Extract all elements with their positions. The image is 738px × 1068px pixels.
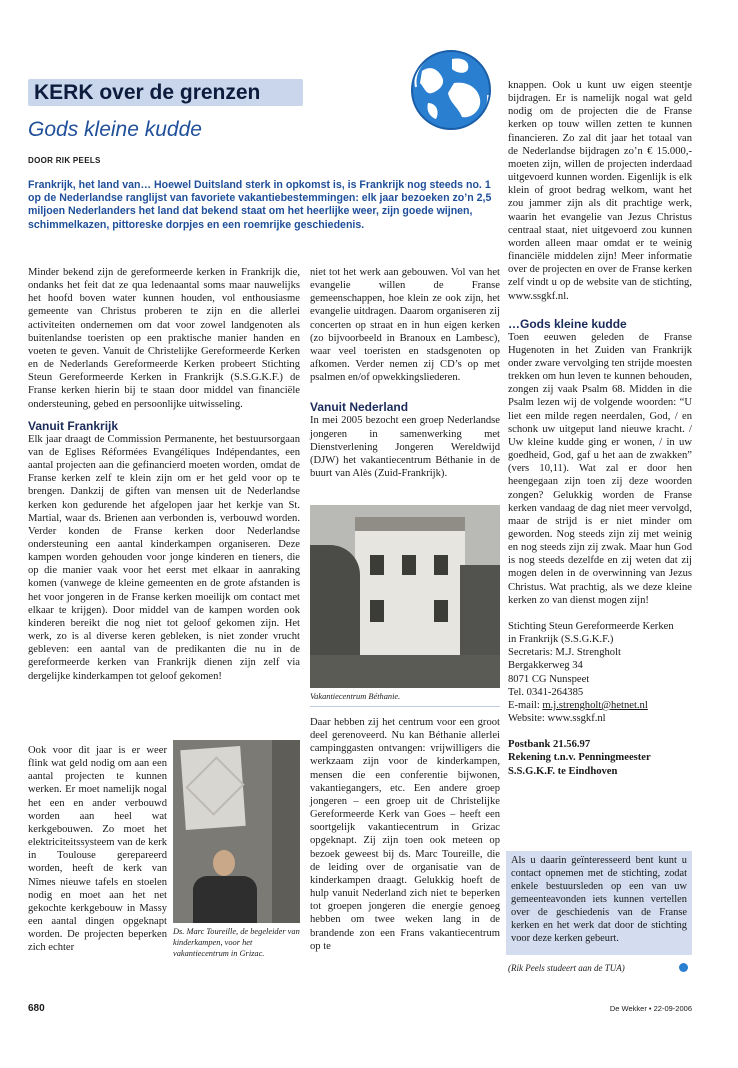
col2-paragraph-2: In mei 2005 bezocht een groep Nederlandse jongeren in samenwerking met Dienstverlening Jongeren Wereldwijd (DJW) het vakantiecentrum Béthanie in de buurt van Alès (Zuid-Frankrijk). — [310, 415, 500, 480]
col2-paragraph-3: Daar hebben zij het centrum voor een groot deel gerenoveerd. Nu kan Béthanie allerlei campinggasten ontvangen: vrijwilligers die werkzaam zijn voor de kinderkampen, mensen die een conferentie bijwonen, vakantiegangers, etc. Een andere groep jongeren – een groep uit de Christelijke Gereformeerde Kerk van Goes – heeft een soortgelijk vakantiecentrum in Grizac opgeknapt. Zij zijn toen ook meteen op bezoek geweest bij ds. Marc Toureille, die de leiding over de organisatie van de kinderkampen draagt. Gelukkig hoeft de hulp vanuit Nederland zich niet te beperken tot groepen jongeren die energie genoeg hebben om twee weken lang in de brandende zon een Frans vakantiecentrum op te — [310, 717, 500, 952]
col2-paragraph-1: niet tot het werk aan gebouwen. Vol van het evangelie willen de Franse gemeenschappen, hoe klein ze ook zijn, het evangelie uitdragen. Daarom organiseren zij concerten op straat en in hun eigen kerken (zo bijvoorbeeld in Branoux en Lambesc), waar veel toeristen en stadsgenoten op afkomen. Verder nemen zij CD’s op met psalmen en/of opwekkingsliederen. — [310, 267, 500, 384]
author-note: (Rik Peels studeert aan de TUA) — [508, 963, 625, 973]
caption-divider — [310, 706, 500, 707]
bank-line: Postbank 21.56.97 — [508, 739, 591, 751]
website-line: Website: www.ssgkf.nl — [508, 713, 606, 725]
bank-block — [508, 738, 692, 777]
contact-block — [508, 620, 692, 725]
email-link[interactable]: m.j.strengholt@hetnet.nl — [542, 699, 648, 711]
contact-line: Tel. 0341-264385 — [508, 686, 584, 698]
photo-caption-bethanie: Vakantiecentrum Béthanie. — [310, 692, 401, 701]
heading-vanuit-frankrijk: Vanuit Frankrijk — [28, 418, 119, 433]
lead-paragraph: Frankrijk, het land van… Hoewel Duitsland sterk in opkomst is, is Frankrijk nog steeds no. 1 op de Nederlandse ranglijst van favoriete vakantiebestemmingen: elk jaar bezoeken zo’n 2,5 miljoen Nederlanders het land dat bekend staat om het heerlijke weer, zijn goede wijnen, schimmelkazen, pittoreske dorpjes en een roemrijke geschiedenis. — [28, 179, 492, 231]
info-box — [506, 851, 692, 955]
photo-marc-toureille — [173, 740, 300, 923]
byline: DOOR RIK PEELS — [28, 156, 101, 165]
publication-info: De Wekker • 22-09-2006 — [609, 1004, 692, 1013]
column-2 — [310, 266, 500, 480]
column-1 — [28, 266, 300, 683]
heading-gods-kleine-kudde: …Gods kleine kudde — [508, 316, 627, 331]
col1-paragraph-2: Elk jaar draagt de Commission Permanente, het bestuursorgaan van de Eglises Réformées Evangéliques Indépendantes, een aantal projecten aan die gefinancierd moeten worden, omdat de Franse kerken zelf te klein zijn om er het geld voor op te brengen. Dankzij de giften van mensen uit de Nederlandse kerken kon gedurende het afgelopen jaar het kerkje van St. Martial, waar ds. Brienen aan verbonden is, verbouwd worden. Verder konden de Franse kerken door Nederlandse ondersteuning een aantal kinderkampen organiseren. Deze kampen worden gehouden voor jonge kinderen en tieners, die op die manier vaak voor het eerst met elkaar in aanraking komen (vanwege de kleine gemeenten en de grote afstanden is het voor jongeren in de Franse kerken moeilijk om contact met elkaar te krijgen). Door middel van de kampen worden ook kinderen bereikt die nog niet tot geloof gekomen zijn. Het werk, zo is al diverse keren gebleken, is niet zonder vrucht gebleven: een aantal van de predikanten die nu in de gereformeerde kerken van Frankrijk dienen zijn zelf via dergelijke kinderkampen tot geloof gekomen! — [28, 433, 300, 682]
page-number: 680 — [28, 1003, 45, 1014]
col3-paragraph-1: knappen. Ook u kunt uw eigen steentje bijdragen. Er is namelijk nogal wat geld nodig om de projecten die de Franse kerken op touw willen zetten te kunnen financieren. Zo zal dit jaar het totaal van de Nederlandse bijdragen zo’n € 15.000,- moeten zijn, willen de projecten inderdaad uitgevoerd kunnen worden. Eigenlijk is elk klein of groot bedrag welkom, want het zou jammer zijn als dit prachtige werk, waarin het evangelie van Jezus Christus centraal staat, niet uitgevoerd zou kunnen worden alleen maar omdat er te weinig financiële middelen zijn! Meer informatie over de projecten en over de Franse kerken zelf vindt u op de website van de stichting, www.ssgkf.nl. — [508, 80, 692, 302]
email-line — [508, 699, 692, 712]
heading-vanuit-nederland: Vanuit Nederland — [310, 400, 409, 415]
contact-line: 8071 CG Nunspeet — [508, 673, 590, 685]
col1-paragraph-3: Ook voor dit jaar is er weer flink wat geld nodig om aan een aantal projecten te kunnen werken. Er moet namelijk nogal het een en ander verbouwd worden aan heel wat kerkgebouwen. Zo moet het elektriciteitssysteem van de kerk in Toulouse gerepareerd worden, heeft de kerk van Nîmes nieuwe tafels en stoelen nodig en moet aan het net gekochte kerkgebouw in Massy een aantal dingen opgeknapt worden. De projecten beperken zich echter — [28, 745, 167, 954]
col1-intro: Minder bekend zijn de gereformeerde kerken in Frankrijk die, ondanks het feit dat ze qua ledenaantal soms maar nauwelijks het hoofd boven water kunnen houden, vol enthousiasme gemeente van Christus proberen te zijn en die allerlei activiteiten ondernemen om dat voor zowel landgenoten als buitenlandse toeristen op een praktische manier handen en voeten te geven. Vanuit de Christelijke Gereformeerde Kerken en de Nederlands Gereformeerde Kerken probeert Stichting Steun Gereformeerde Kerken in Frankrijk (S.S.G.K.F.) de Franse kerken hierin bij te staan door middel van financiële ondersteuning, gebed en persoonlijke uitwisseling. — [28, 267, 300, 410]
bank-line: Rekening t.n.v. Penningmeester — [508, 752, 651, 764]
contact-line: Bergakkerweg 34 — [508, 660, 583, 672]
section-title: KERK over de grenzen — [34, 81, 261, 104]
circle-bullet-icon — [679, 963, 688, 972]
bank-line: S.S.G.K.F. te Eindhoven — [508, 765, 618, 777]
column-3 — [508, 79, 692, 778]
article-title: Gods kleine kudde — [28, 118, 202, 141]
photo-caption-toureille: Ds. Marc Toureille, de begeleider van kinderkampen, voor het vakantiecentrum in Grizac. — [173, 927, 300, 958]
info-box-text: Als u daarin geïnteresseerd bent kunt u contact opnemen met de stichting, zodat enkele bestuursleden op een van uw gemeenteavonden iets kunnen vertellen over de geschiedenis van de Franse kerken en het werk dat door de stichting voor deze kerken gebeurt. — [511, 855, 687, 944]
contact-line: in Frankrijk (S.S.G.K.F.) — [508, 634, 614, 646]
photo-vakantiecentrum-bethanie — [310, 505, 500, 688]
email-label: E-mail: — [508, 699, 543, 711]
col3-paragraph-2: Toen eeuwen geleden de Franse Hugenoten in het Zuiden van Frankrijk onder zware vervolging ten strijde moesten trekken om hun leven te kunnen behouden, zongen zij vaak Psalm 68. Midden in die Psalm lezen wij de volgende woorden: “U liet een milde regen neerdalen, God, / en schonk uw uitgeput land nieuwe kracht. / Uw kleine kudde ging er wonen, / in uw goedheid, God, gaf u het aan de zwakken” (vers 10,11). Wat zal er door hen heengegaan zijn toen zij deze woorden zongen? Gelukkig worden de Franse kerken vandaag de dag niet meer vervolgd, maar de strijd is er niet minder om geworden. Nog steeds zijn zij met weinig en nog steeds zijn zij zwak. Maar hun God is nog steeds dezelfde en zij weten dat zij mogen delen in de overwinning van Jezus Christus. Wat prachtig, als we deze kleine kerken zo van dienst mogen zijn! — [508, 331, 692, 606]
globe-icon — [408, 47, 494, 133]
contact-line: Secretaris: M.J. Strengholt — [508, 647, 621, 659]
contact-line: Stichting Steun Gereformeerde Kerken — [508, 620, 674, 632]
